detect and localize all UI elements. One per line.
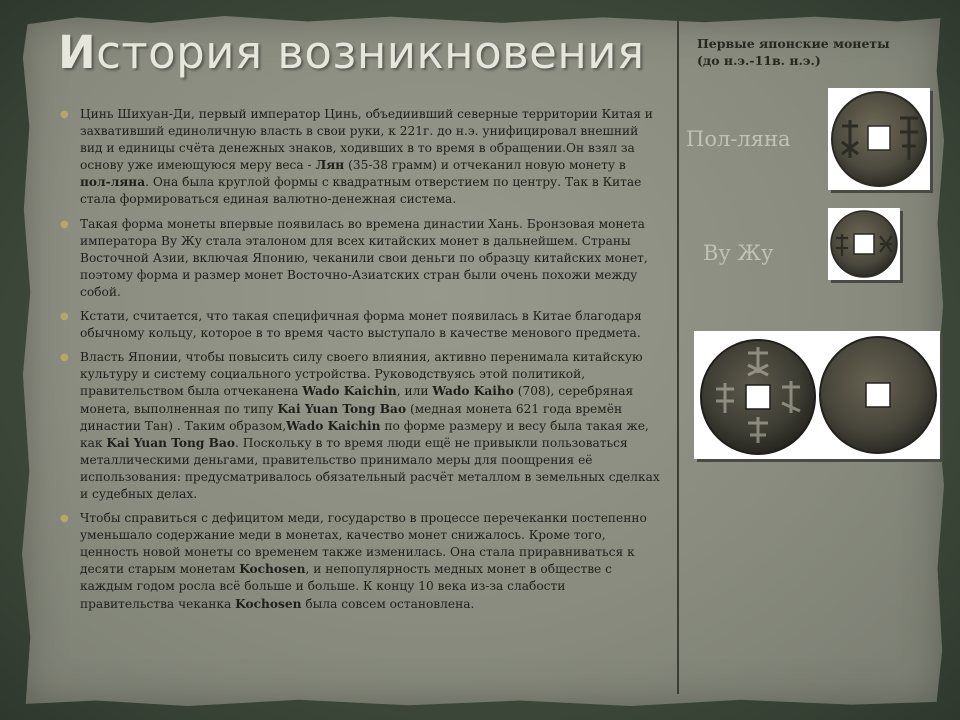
term-wado-kaichin: Wado Kaichin: [286, 418, 381, 433]
text-run: была совсем остановлена.: [301, 596, 475, 611]
sidebar-heading: [697, 35, 927, 69]
title-rest: стория возникновения: [96, 26, 645, 79]
text-run: , или: [396, 384, 433, 399]
paragraph-wado-kaichin: [60, 349, 660, 503]
text-run: (708), серебряная монета, выполненная по типу: [80, 384, 634, 416]
term-kai-yuan-tong-bao: Kai Yuan Tong Bao: [106, 435, 235, 450]
paragraph-han-dynasty: [60, 216, 660, 301]
text-run: Чтобы справиться с дефицитом меди, государство в процессе перечеканки постепенно уменьшало содержание меди в монетах, качество монет снижалось. Кроме того, ценность новой монеты со временем также изменилась. Она стала приравниваться к десяти старым монетам: [80, 511, 647, 577]
main-text: [60, 106, 660, 620]
text-run: (35-38 грамм) и отчеканил новую монету в: [344, 158, 626, 173]
term-lyan: Лян: [315, 158, 345, 173]
term-kochosen: Kochosen: [235, 596, 302, 611]
bullet-icon: ●: [60, 311, 69, 323]
coin-photo-pol-lyana: [828, 88, 930, 190]
text-run: по форме размеру и весу была такая же, как: [80, 418, 649, 450]
text-run: , и непопулярность медных монет в обществе с каждым годом росла всё больше и больше. К концу 10 века из-за слабости правительства чеканка: [80, 562, 612, 611]
text-run: (медная монета 621 года времён династии Тан) . Таким образом,: [80, 401, 623, 433]
pol-lyana-coin-icon: [828, 88, 930, 190]
text-run: Цинь Шихуан-Ди, первый император Цинь, объедиивший северные территории Китая и захвативший единоличную власть в свои руки, к 221г. до н.э. унифицировал внешний вид и единицы счёта денежных знаков, ходивших в то время в обращении.Он взял за основу уже имеющуюся меру веса -: [80, 107, 653, 173]
wu-zhu-coin-icon: [828, 208, 900, 280]
bullet-icon: ●: [60, 218, 69, 230]
sidebar-heading-line2: (до н.э.-11в. н.э.): [697, 53, 821, 68]
wado-kaichin-coins-icon: [694, 331, 940, 459]
paragraph-qin-shihuang: [60, 106, 660, 209]
term-wado-kaiho: Wado Kaiho: [432, 384, 514, 399]
sidebar-heading-line1: Первые японские монеты: [697, 36, 890, 51]
paragraph-ring-origin: [60, 308, 660, 342]
term-pol-lyana: пол-ляна: [80, 175, 146, 190]
bullet-icon: ●: [60, 352, 69, 364]
bullet-icon: ●: [60, 513, 69, 525]
text-run: . Она была круглой формы с квадратным отверстием по центру. Так в Китае стала формироваться единая валютно-денежная система.: [80, 175, 642, 207]
page-title: [58, 26, 645, 79]
vertical-divider: [677, 18, 679, 694]
bullet-icon: ●: [60, 109, 69, 120]
term-wado-kaichin: Wado Kaichin: [302, 384, 397, 399]
title-first-letter: И: [58, 26, 97, 79]
text-run: . Поскольку в то время люди ещё не привыкли пользоваться металлическими деньгами, правительство принимало меры для поощрения её использования: предусматривалось обязательный расчёт металлом в земельных сделках и судебных делах.: [80, 435, 660, 501]
text-run: Кстати, считается, что такая специфичная форма монет появилась в Китае благодаря обычному кольцу, которое в то время часто выступало в качестве менового предмета.: [80, 309, 642, 341]
text-run: Такая форма монеты впервые появилась во времена династии Хань. Бронзовая монета императора Ву Жу стала эталоном для всех китайских монет в дальнейшем. Страны Восточной Азии, включая Японию, чеканили свои деньги по образцу китайских монет, поэтому форма и размер монет Восточно-Азиатских стран были очень похожи между собой.: [80, 216, 648, 299]
coin-photo-wado-kaichin: [694, 331, 940, 459]
coin-label-wu-zhu: Ву Жу: [703, 241, 774, 265]
term-kochosen: Kochosen: [239, 562, 306, 577]
coin-label-pol-lyana: Пол-ляна: [686, 127, 791, 151]
term-kai-yuan-tong-bao: Kai Yuan Tong Bao: [277, 401, 407, 416]
coin-photo-wu-zhu: [828, 208, 900, 280]
paragraph-kochosen: [60, 510, 660, 613]
text-run: Власть Японии, чтобы повысить силу своего влияния, активно перенимала китайскую культуру и систему социального устройства. Руководствуясь этой политикой, правительством была отчеканена: [80, 350, 643, 399]
